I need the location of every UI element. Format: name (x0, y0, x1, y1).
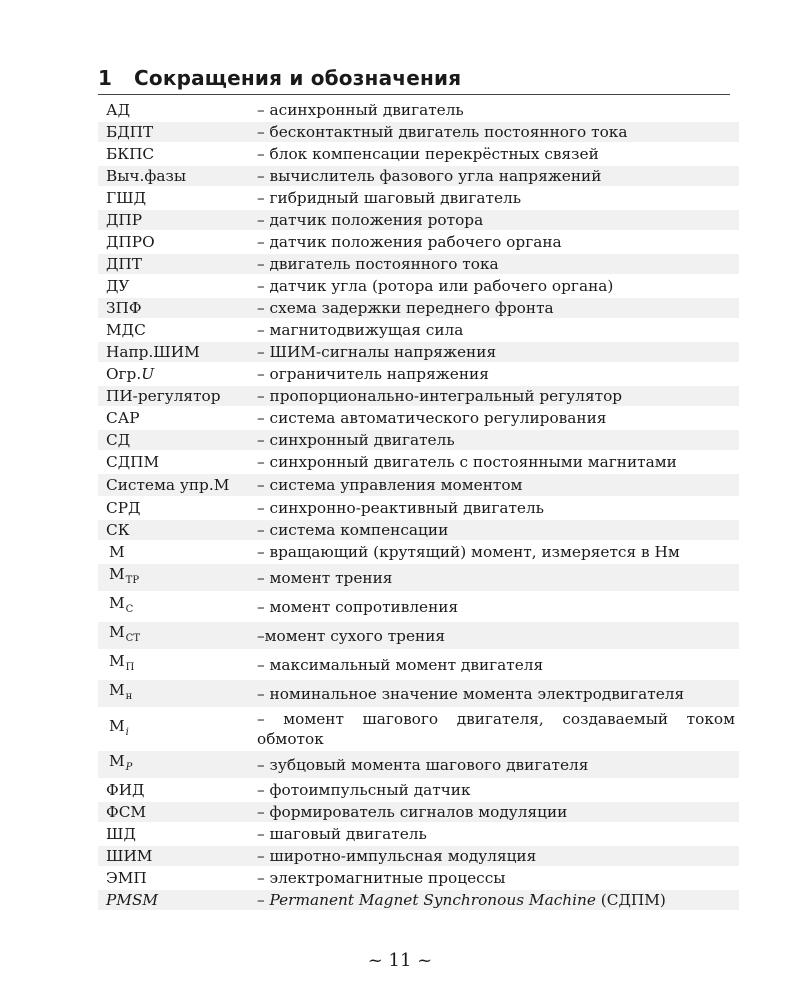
table-row (98, 430, 739, 450)
term-subscript: н (125, 691, 133, 702)
term-symbol: М (109, 623, 125, 641)
table-row (98, 890, 739, 910)
table-row (98, 100, 739, 120)
term: ЗПФ (98, 298, 255, 318)
table-row (98, 846, 739, 866)
term: СД (98, 430, 255, 450)
definition: – магнитодвижущая сила (257, 321, 464, 339)
definition (255, 890, 739, 910)
definition: – момент трения (255, 564, 739, 591)
term: СДПМ (106, 453, 160, 471)
table-row (98, 498, 739, 518)
term: ФСМ (98, 802, 255, 822)
definition: – шаговый двигатель (257, 825, 427, 843)
definition: –момент сухого трения (255, 622, 739, 649)
term-symbol: М (109, 565, 125, 583)
term: ДУ (106, 277, 130, 295)
table-row (98, 188, 739, 208)
definition: – синхронный двигатель с постоянными магнитами (257, 453, 677, 471)
term (98, 542, 255, 562)
definition: – ШИМ-сигналы напряжения (255, 342, 739, 362)
section-heading (98, 66, 730, 95)
term: ШД (106, 825, 136, 843)
table-row (98, 210, 739, 230)
definition: – асинхронный двигатель (257, 101, 464, 119)
definition: – двигатель постоянного тока (255, 254, 739, 274)
term-symbol: М (109, 594, 125, 612)
term: ШИМ (98, 846, 255, 866)
definition: – блок компенсации перекрёстных связей (257, 145, 599, 163)
table-row (98, 622, 739, 649)
definition: – гибридный шаговый двигатель (257, 189, 522, 207)
definition: – зубцовый момента шагового двигателя (255, 751, 739, 778)
definition: – вычислитель фазового угла напряжений (255, 166, 739, 186)
definition: – ограничитель напряжения (257, 365, 489, 383)
definition: – пропорционально-интегральный регулятор (255, 386, 739, 406)
definition: – схема задержки переднего фронта (255, 298, 739, 318)
table-row (98, 166, 739, 186)
definition: – фотоимпульсный датчик (257, 781, 471, 799)
table-row (98, 593, 739, 620)
definition: – датчик угла (ротора или рабочего органа) (257, 277, 614, 295)
term-subscript: ТР (125, 575, 140, 586)
term: ФИД (106, 781, 145, 799)
term: Напр.ШИМ (98, 342, 255, 362)
table-row (98, 408, 739, 428)
term-variable: U (141, 365, 155, 383)
table-row (98, 298, 739, 318)
definition: – электромагнитные процессы (257, 869, 506, 887)
definition: – система автоматического регулирования (257, 409, 607, 427)
term (98, 651, 255, 678)
term (98, 680, 255, 707)
definition: – номинальное значение момента электродвигателя (255, 680, 739, 707)
table-row (98, 232, 739, 252)
table-row (98, 452, 739, 472)
definition: – широтно-импульсная модуляция (255, 846, 739, 866)
term: СРД (106, 499, 141, 517)
table-row (98, 144, 739, 164)
term-subscript: Р (125, 762, 133, 773)
table-row (98, 751, 739, 778)
term: ДПРО (106, 233, 155, 251)
term (98, 564, 255, 591)
term: ПИ-регулятор (98, 386, 255, 406)
term: АД (106, 101, 131, 119)
definition-italic: Permanent Magnet Synchronous Machine (269, 891, 596, 909)
term: PMSM (98, 890, 255, 910)
table-row (98, 868, 739, 888)
term (98, 709, 255, 749)
definition: – формирователь сигналов модуляции (255, 802, 739, 822)
table-row (98, 824, 739, 844)
definition: – датчик положения рабочего органа (257, 233, 562, 251)
term-text: Огр. (106, 365, 142, 383)
table-row (98, 709, 739, 749)
term-symbol: М (109, 543, 125, 561)
term: МДС (106, 321, 146, 339)
table-row (98, 542, 739, 562)
table-row (98, 364, 739, 384)
term (98, 364, 255, 384)
term-subscript: С (125, 604, 134, 615)
term: БКПС (106, 145, 155, 163)
table-row (98, 564, 739, 591)
definition: – синхронный двигатель (255, 430, 739, 450)
term (98, 751, 255, 778)
definition: – максимальный момент двигателя (257, 655, 544, 674)
term: ДПТ (98, 254, 255, 274)
definition: – система управления моментом (255, 474, 739, 496)
term: ГШД (106, 189, 147, 207)
term: САР (106, 409, 140, 427)
table-row (98, 780, 739, 800)
table-row (98, 276, 739, 296)
table-row (98, 122, 739, 142)
table-row (98, 680, 739, 707)
term (98, 593, 255, 620)
term-subscript: i (125, 726, 129, 738)
definition: – синхронно-реактивный двигатель (257, 499, 545, 517)
definition: – вращающий (крутящий) момент, измеряется в Нм (257, 543, 680, 561)
table-row (98, 342, 739, 362)
definition: – бесконтактный двигатель постоянного тока (255, 122, 739, 142)
definition: – датчик положения ротора (255, 210, 739, 230)
term: СК (98, 520, 255, 540)
table-row (98, 474, 739, 496)
term-symbol: М (109, 652, 125, 670)
definition: – момент сопротивления (257, 597, 459, 616)
term: Выч.фазы (98, 166, 255, 186)
term-subscript: П (125, 662, 135, 673)
term (98, 622, 255, 649)
term: ЭМП (106, 869, 147, 887)
definition-suffix: (СДПМ) (595, 891, 666, 909)
term-symbol: М (109, 681, 125, 699)
table-row (98, 651, 739, 678)
term: Система упр.М (98, 474, 255, 496)
table-row (98, 320, 739, 340)
definition: – момент шагового двигателя, создаваемый током обмоток (257, 710, 735, 748)
abbreviations-table (98, 98, 739, 912)
term-subscript: СТ (125, 633, 140, 644)
term-symbol: М (109, 716, 125, 735)
term: ДПР (98, 210, 255, 230)
page-number: ~ 11 ~ (367, 950, 433, 971)
section-title: Сокращения и обозначения (134, 66, 462, 90)
term: БДПТ (98, 122, 255, 142)
section-number: 1 (98, 66, 113, 90)
definition-dash: – (257, 891, 270, 909)
term-symbol: М (109, 752, 125, 770)
definition: – система компенсации (255, 520, 739, 540)
table-row (98, 254, 739, 274)
table-row (98, 802, 739, 822)
table-row (98, 386, 739, 406)
table-row (98, 520, 739, 540)
